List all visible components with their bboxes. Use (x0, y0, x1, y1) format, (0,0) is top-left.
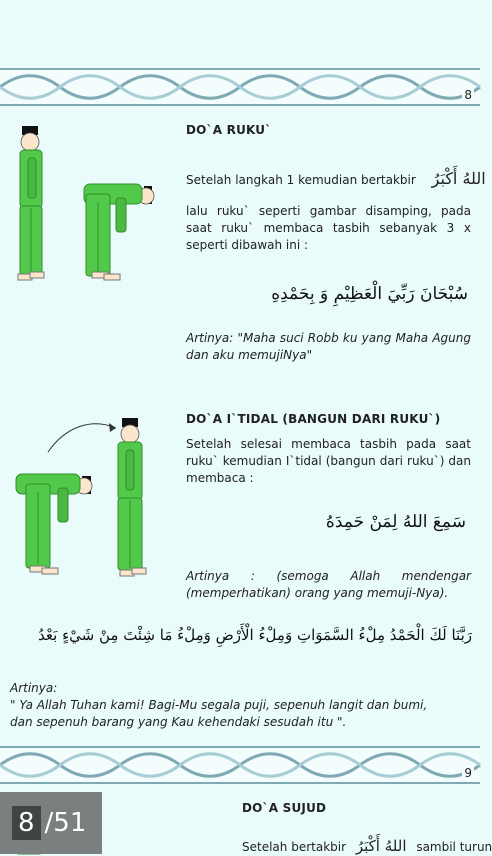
wave-ornament (0, 748, 480, 782)
takbir-arabic: اللهُ أَكْبَرُ (431, 169, 486, 188)
ruku-arabic: سُبْحَانَ رَبِّيَ الْعَظِيْمِ وَ بِحَمْدِهِ (271, 284, 468, 304)
wave-ornament (0, 70, 480, 104)
ruku-meaning-label: Artinya: (186, 331, 234, 345)
section-title-sujud: DO`A SUJUD (242, 801, 327, 815)
sujud-intro-after: sambil turun (416, 840, 492, 854)
long-meaning-label: Artinya: (10, 681, 58, 695)
ruku-intro-rest: lalu ruku` seperti gambar disamping, pada saat ruku` membaca tasbih sebanyak 3 x seperti dibawah ini : (186, 204, 471, 252)
page-indicator[interactable] (0, 792, 102, 854)
section-title-itidal: DO`A I`TIDAL (BANGUN DARI RUKU`) (186, 412, 441, 426)
itidal-long-arabic: رَبَّنَا لَكَ الْحَمْدُ مِلْءُ السَّمَوَاتِ وَمِلْءُ الْأَرْضِ وَمِلْءُ مَا شِئْتَ مِنْ شَيْءٍ بَعْدُ (38, 626, 472, 644)
total-pages: /51 (44, 808, 87, 838)
ruku-intro-line (186, 169, 486, 189)
current-page: 8 (12, 806, 41, 840)
itidal-arabic: سَمِعَ اللهُ لِمَنْ حَمِدَهُ (325, 512, 466, 532)
itidal-figure (6, 412, 166, 587)
long-meaning: " Ya Allah Tuhan kami! Bagi-Mu segala puji, sepenuh langit dan bumi, dan sepenuh barang yang Kau kehendaki sesudah itu ". (10, 698, 428, 729)
sujud-intro-line (242, 838, 492, 856)
page-header-ornament (0, 68, 480, 106)
ruku-intro-before: Setelah langkah 1 kemudian bertakbir (186, 173, 416, 187)
ruku-figure (8, 122, 163, 292)
page-number: 8 (464, 88, 472, 102)
page-number-next: 9 (464, 766, 472, 780)
sujud-intro-before: Setelah bertakbir (242, 840, 347, 854)
standing-person (118, 418, 146, 576)
itidal-meaning: Artinya : (semoga Allah mendengar (memperhatikan) orang yang memuji-Nya). (186, 569, 471, 600)
sujud-takbir-arabic: اللهُ أَكْبَرُ (355, 837, 407, 855)
section-title-ruku: DO`A RUKU` (186, 123, 272, 137)
ruku-meaning-text: "Maha suci Robb ku yang Maha Agung dan aku memujiNya" (186, 331, 471, 362)
page-header-ornament-next (0, 746, 480, 784)
ruku-meaning (186, 330, 471, 364)
standing-person (18, 126, 44, 280)
movement-arrow-icon (48, 424, 116, 452)
itidal-intro: Setelah selesai membaca tasbih pada saat ruku` kemudian I`tidal (bangun dari ruku`) dan membaca : (186, 437, 471, 485)
bowing-person (16, 474, 92, 574)
bowing-person (84, 184, 154, 280)
